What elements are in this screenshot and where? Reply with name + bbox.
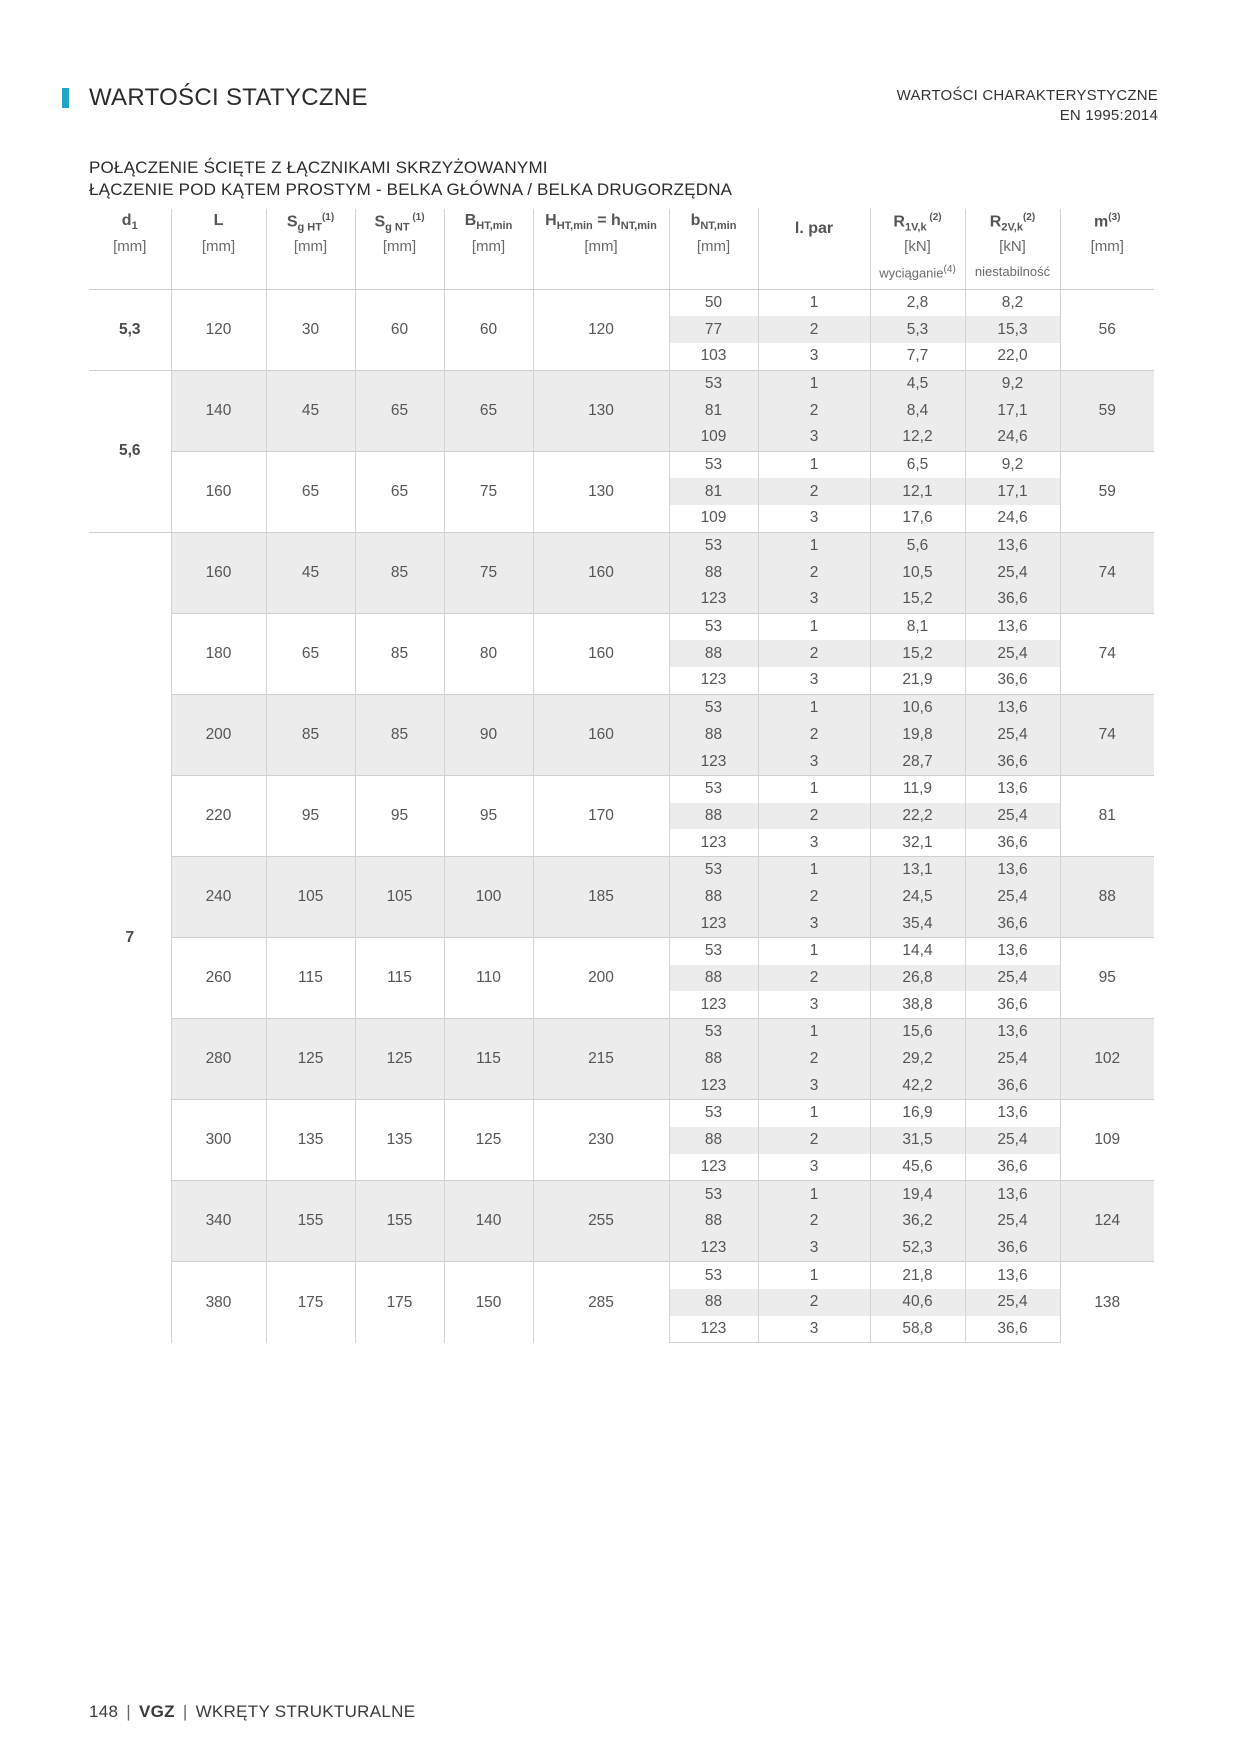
- length-cell: 200: [171, 694, 266, 775]
- b-nt-min-cell: 53: [669, 370, 758, 397]
- r1vk-cell: 4,5: [870, 370, 965, 397]
- static-values-table: [89, 209, 1154, 1343]
- pairs-cell: 2: [758, 884, 870, 911]
- b-nt-min-cell: 50: [669, 289, 758, 316]
- b-nt-min-cell: 123: [669, 1154, 758, 1181]
- pairs-cell: 2: [758, 1208, 870, 1235]
- pairs-cell: 1: [758, 370, 870, 397]
- r2vk-cell: 25,4: [965, 884, 1060, 911]
- pairs-cell: 3: [758, 1235, 870, 1262]
- pairs-cell: 3: [758, 1316, 870, 1343]
- r1vk-cell: 21,9: [870, 667, 965, 694]
- b-ht-min-cell: 60: [444, 289, 533, 370]
- length-cell: 180: [171, 613, 266, 694]
- col-header-r2vk: $R_{2V,k}^{(2)}$ [kN] niestabilność: [965, 209, 1060, 289]
- r2vk-cell: 25,4: [965, 640, 1060, 667]
- r2vk-cell: 36,6: [965, 667, 1060, 694]
- sg-nt-cell: 85: [355, 613, 444, 694]
- r1vk-cell: 2,8: [870, 289, 965, 316]
- h-min-cell: 130: [533, 370, 669, 451]
- b-nt-min-cell: 53: [669, 1181, 758, 1208]
- b-nt-min-cell: 123: [669, 1235, 758, 1262]
- col-header-sg-ht: $S_{g HT}^{(1)}$ [mm]: [266, 209, 355, 289]
- r1vk-cell: 8,4: [870, 397, 965, 424]
- r2vk-cell: 36,6: [965, 1154, 1060, 1181]
- b-nt-min-cell: 123: [669, 748, 758, 775]
- r2vk-cell: 25,4: [965, 965, 1060, 992]
- b-nt-min-cell: 88: [669, 884, 758, 911]
- r2vk-cell: 9,2: [965, 451, 1060, 478]
- b-ht-min-cell: 75: [444, 532, 533, 613]
- sg-ht-cell: 135: [266, 1100, 355, 1181]
- sg-nt-cell: 135: [355, 1100, 444, 1181]
- m-cell: 74: [1060, 532, 1154, 613]
- h-min-cell: 170: [533, 775, 669, 856]
- m-cell: 124: [1060, 1181, 1154, 1262]
- b-nt-min-cell: 88: [669, 640, 758, 667]
- section-title: WARTOŚCI STATYCZNE: [89, 84, 368, 111]
- m-cell: 88: [1060, 856, 1154, 937]
- r1vk-cell: 6,5: [870, 451, 965, 478]
- h-min-cell: 285: [533, 1262, 669, 1343]
- sg-ht-cell: 65: [266, 451, 355, 532]
- b-nt-min-cell: 53: [669, 532, 758, 559]
- r2vk-cell: 13,6: [965, 856, 1060, 883]
- sg-ht-cell: 155: [266, 1181, 355, 1262]
- r2vk-cell: 8,2: [965, 289, 1060, 316]
- m-cell: 59: [1060, 370, 1154, 451]
- b-nt-min-cell: 88: [669, 965, 758, 992]
- b-ht-min-cell: 65: [444, 370, 533, 451]
- r1vk-cell: 16,9: [870, 1100, 965, 1127]
- b-nt-min-cell: 123: [669, 991, 758, 1018]
- d1-cell: 5,3: [89, 289, 171, 370]
- col-header-pairs: l. par: [758, 209, 870, 289]
- sg-ht-cell: 115: [266, 938, 355, 1019]
- pairs-cell: 1: [758, 532, 870, 559]
- b-ht-min-cell: 90: [444, 694, 533, 775]
- b-nt-min-cell: 81: [669, 478, 758, 505]
- length-cell: 220: [171, 775, 266, 856]
- h-min-cell: 160: [533, 532, 669, 613]
- r2vk-cell: 25,4: [965, 722, 1060, 749]
- col-header-length: L [mm]: [171, 209, 266, 289]
- pairs-cell: 1: [758, 451, 870, 478]
- sg-nt-cell: 85: [355, 694, 444, 775]
- section-accent-bar: [62, 88, 69, 108]
- table-row: [89, 1019, 1154, 1046]
- col-header-b-nt-min: $b_{NT,min}$ [mm]: [669, 209, 758, 289]
- pairs-cell: 2: [758, 478, 870, 505]
- b-ht-min-cell: 125: [444, 1100, 533, 1181]
- sg-ht-cell: 125: [266, 1019, 355, 1100]
- r2vk-cell: 36,6: [965, 1235, 1060, 1262]
- sg-nt-cell: 155: [355, 1181, 444, 1262]
- pairs-cell: 3: [758, 910, 870, 937]
- r2vk-cell: 13,6: [965, 613, 1060, 640]
- subtitle-line-1: POŁĄCZENIE ŚCIĘTE Z ŁĄCZNIKAMI SKRZYŻOWANYMI: [89, 158, 548, 177]
- h-min-cell: 200: [533, 938, 669, 1019]
- r2vk-cell: 13,6: [965, 1262, 1060, 1289]
- length-cell: 160: [171, 451, 266, 532]
- b-nt-min-cell: 77: [669, 316, 758, 343]
- pairs-cell: 3: [758, 1072, 870, 1099]
- b-nt-min-cell: 88: [669, 1046, 758, 1073]
- r2vk-cell: 13,6: [965, 1181, 1060, 1208]
- product-name: VGZ: [138, 1702, 175, 1721]
- pairs-cell: 2: [758, 316, 870, 343]
- h-min-cell: 120: [533, 289, 669, 370]
- table-body: [89, 289, 1154, 1343]
- pairs-cell: 1: [758, 694, 870, 721]
- sg-nt-cell: 95: [355, 775, 444, 856]
- sg-nt-cell: 125: [355, 1019, 444, 1100]
- r1vk-cell: 58,8: [870, 1316, 965, 1343]
- pairs-cell: 3: [758, 748, 870, 775]
- sg-nt-cell: 175: [355, 1262, 444, 1343]
- length-cell: 160: [171, 532, 266, 613]
- r2vk-cell: 17,1: [965, 478, 1060, 505]
- b-nt-min-cell: 123: [669, 829, 758, 856]
- b-nt-min-cell: 53: [669, 1019, 758, 1046]
- r1vk-cell: 10,5: [870, 559, 965, 586]
- r1vk-cell: 40,6: [870, 1289, 965, 1316]
- b-ht-min-cell: 95: [444, 775, 533, 856]
- pairs-cell: 1: [758, 775, 870, 802]
- table-row: [89, 532, 1154, 559]
- subtitle-line-2: ŁĄCZENIE POD KĄTEM PROSTYM - BELKA GŁÓWNA / BELKA DRUGORZĘDNA: [89, 180, 733, 199]
- r1vk-cell: 26,8: [870, 965, 965, 992]
- r1vk-cell: 7,7: [870, 343, 965, 370]
- table-row: [89, 370, 1154, 397]
- section-heading: [62, 84, 368, 112]
- b-nt-min-cell: 109: [669, 505, 758, 532]
- r2vk-cell: 25,4: [965, 803, 1060, 830]
- pairs-cell: 1: [758, 856, 870, 883]
- b-nt-min-cell: 123: [669, 667, 758, 694]
- r2vk-cell: 25,4: [965, 1289, 1060, 1316]
- b-ht-min-cell: 140: [444, 1181, 533, 1262]
- h-min-cell: 215: [533, 1019, 669, 1100]
- r1vk-cell: 11,9: [870, 775, 965, 802]
- pairs-cell: 2: [758, 559, 870, 586]
- footer-separator: |: [126, 1702, 131, 1721]
- footer-separator: |: [182, 1702, 188, 1721]
- r2vk-cell: 13,6: [965, 775, 1060, 802]
- b-nt-min-cell: 88: [669, 803, 758, 830]
- r1vk-cell: 21,8: [870, 1262, 965, 1289]
- m-cell: 59: [1060, 451, 1154, 532]
- b-ht-min-cell: 110: [444, 938, 533, 1019]
- r2vk-cell: 13,6: [965, 1019, 1060, 1046]
- r1vk-cell: 52,3: [870, 1235, 965, 1262]
- length-cell: 260: [171, 938, 266, 1019]
- pairs-cell: 1: [758, 1181, 870, 1208]
- b-nt-min-cell: 53: [669, 1100, 758, 1127]
- r2vk-cell: 13,6: [965, 1100, 1060, 1127]
- r2vk-cell: 36,6: [965, 910, 1060, 937]
- m-cell: 56: [1060, 289, 1154, 370]
- r1vk-cell: 28,7: [870, 748, 965, 775]
- sg-nt-cell: 115: [355, 938, 444, 1019]
- sg-nt-cell: 105: [355, 856, 444, 937]
- r2vk-cell: 36,6: [965, 1316, 1060, 1343]
- length-cell: 300: [171, 1100, 266, 1181]
- r1vk-cell: 13,1: [870, 856, 965, 883]
- table-row: [89, 938, 1154, 965]
- r2vk-cell: 36,6: [965, 586, 1060, 613]
- r1vk-cell: 10,6: [870, 694, 965, 721]
- col-header-b-ht-min: $B_{HT,min}$ [mm]: [444, 209, 533, 289]
- b-nt-min-cell: 88: [669, 722, 758, 749]
- r1vk-cell: 29,2: [870, 1046, 965, 1073]
- h-min-cell: 160: [533, 613, 669, 694]
- length-cell: 380: [171, 1262, 266, 1343]
- b-ht-min-cell: 115: [444, 1019, 533, 1100]
- col-header-r1vk: $R_{1V,k}$ $^{(2)}$ [kN] wyciąganie$^{(4)}$: [870, 209, 965, 289]
- r2vk-cell: 15,3: [965, 316, 1060, 343]
- table-row: [89, 775, 1154, 802]
- sg-nt-cell: 60: [355, 289, 444, 370]
- pairs-cell: 1: [758, 613, 870, 640]
- pairs-cell: 3: [758, 991, 870, 1018]
- r1vk-cell: 14,4: [870, 938, 965, 965]
- length-cell: 240: [171, 856, 266, 937]
- b-nt-min-cell: 53: [669, 775, 758, 802]
- length-cell: 140: [171, 370, 266, 451]
- b-nt-min-cell: 103: [669, 343, 758, 370]
- b-nt-min-cell: 53: [669, 451, 758, 478]
- r1vk-cell: 24,5: [870, 884, 965, 911]
- m-cell: 138: [1060, 1262, 1154, 1343]
- pairs-cell: 1: [758, 1019, 870, 1046]
- r1vk-cell: 17,6: [870, 505, 965, 532]
- r2vk-cell: 36,6: [965, 1072, 1060, 1099]
- length-cell: 120: [171, 289, 266, 370]
- length-cell: 280: [171, 1019, 266, 1100]
- r1vk-cell: 5,3: [870, 316, 965, 343]
- r2vk-cell: 25,4: [965, 1046, 1060, 1073]
- pairs-cell: 2: [758, 1127, 870, 1154]
- table-row: [89, 289, 1154, 316]
- r1vk-cell: 36,2: [870, 1208, 965, 1235]
- pairs-cell: 1: [758, 289, 870, 316]
- b-nt-min-cell: 88: [669, 559, 758, 586]
- col-header-sg-nt: $S_{g NT}$ $^{(1)}$ [mm]: [355, 209, 444, 289]
- sg-ht-cell: 45: [266, 532, 355, 613]
- standard-reference: EN 1995:2014: [1059, 107, 1158, 124]
- pairs-cell: 3: [758, 829, 870, 856]
- b-nt-min-cell: 53: [669, 1262, 758, 1289]
- pairs-cell: 3: [758, 505, 870, 532]
- h-min-cell: 255: [533, 1181, 669, 1262]
- sg-nt-cell: 65: [355, 370, 444, 451]
- sg-nt-cell: 85: [355, 532, 444, 613]
- page-footer: [89, 1702, 415, 1722]
- char-values-label: WARTOŚCI CHARAKTERYSTYCZNE: [896, 87, 1158, 104]
- sg-ht-cell: 45: [266, 370, 355, 451]
- b-nt-min-cell: 53: [669, 856, 758, 883]
- footer-section: WKRĘTY STRUKTURALNE: [195, 1702, 416, 1721]
- pairs-cell: 2: [758, 397, 870, 424]
- table-row: [89, 613, 1154, 640]
- b-nt-min-cell: 81: [669, 397, 758, 424]
- b-ht-min-cell: 75: [444, 451, 533, 532]
- b-nt-min-cell: 53: [669, 694, 758, 721]
- r1vk-cell: 22,2: [870, 803, 965, 830]
- h-min-cell: 185: [533, 856, 669, 937]
- b-nt-min-cell: 53: [669, 613, 758, 640]
- b-nt-min-cell: 88: [669, 1127, 758, 1154]
- pairs-cell: 1: [758, 1100, 870, 1127]
- r2vk-cell: 13,6: [965, 694, 1060, 721]
- table-header-row: [89, 209, 1154, 289]
- sg-ht-cell: 85: [266, 694, 355, 775]
- r2vk-cell: 24,6: [965, 505, 1060, 532]
- table-row: [89, 451, 1154, 478]
- m-cell: 95: [1060, 938, 1154, 1019]
- col-header-m: $m^{(3)}$ [mm]: [1060, 209, 1154, 289]
- d1-cell: 7: [89, 532, 171, 1343]
- r2vk-cell: 36,6: [965, 748, 1060, 775]
- h-min-cell: 160: [533, 694, 669, 775]
- sg-ht-cell: 30: [266, 289, 355, 370]
- sg-ht-cell: 105: [266, 856, 355, 937]
- r2vk-cell: 24,6: [965, 424, 1060, 451]
- col-header-h-min: $H_{HT,min} = h_{NT,min}$ [mm]: [533, 209, 669, 289]
- sg-nt-cell: 65: [355, 451, 444, 532]
- pairs-cell: 2: [758, 1289, 870, 1316]
- r1vk-cell: 12,2: [870, 424, 965, 451]
- r1vk-cell: 8,1: [870, 613, 965, 640]
- pairs-cell: 2: [758, 722, 870, 749]
- r1vk-cell: 12,1: [870, 478, 965, 505]
- b-nt-min-cell: 123: [669, 1072, 758, 1099]
- table-row: [89, 1262, 1154, 1289]
- b-nt-min-cell: 88: [669, 1208, 758, 1235]
- h-min-cell: 130: [533, 451, 669, 532]
- table-row: [89, 856, 1154, 883]
- r1vk-cell: 19,8: [870, 722, 965, 749]
- pairs-cell: 3: [758, 586, 870, 613]
- col-header-d1: $d_1$ [mm]: [89, 209, 171, 289]
- pairs-cell: 1: [758, 1262, 870, 1289]
- r2vk-cell: 25,4: [965, 1127, 1060, 1154]
- m-cell: 109: [1060, 1100, 1154, 1181]
- m-cell: 74: [1060, 694, 1154, 775]
- table-subtitle: [89, 157, 732, 201]
- sg-ht-cell: 65: [266, 613, 355, 694]
- m-cell: 74: [1060, 613, 1154, 694]
- length-cell: 340: [171, 1181, 266, 1262]
- pairs-cell: 3: [758, 424, 870, 451]
- r2vk-cell: 36,6: [965, 991, 1060, 1018]
- r1vk-cell: 35,4: [870, 910, 965, 937]
- page-number: 148: [89, 1702, 119, 1721]
- r2vk-cell: 22,0: [965, 343, 1060, 370]
- r1vk-cell: 42,2: [870, 1072, 965, 1099]
- pairs-cell: 2: [758, 965, 870, 992]
- b-nt-min-cell: 123: [669, 910, 758, 937]
- b-nt-min-cell: 109: [669, 424, 758, 451]
- pairs-cell: 2: [758, 640, 870, 667]
- r1vk-cell: 15,2: [870, 586, 965, 613]
- d1-cell: 5,6: [89, 370, 171, 532]
- h-min-cell: 230: [533, 1100, 669, 1181]
- table-row: [89, 1100, 1154, 1127]
- pairs-cell: 2: [758, 1046, 870, 1073]
- r2vk-cell: 13,6: [965, 938, 1060, 965]
- pairs-cell: 2: [758, 803, 870, 830]
- r1vk-cell: 15,6: [870, 1019, 965, 1046]
- characteristic-values-note: [897, 86, 1158, 126]
- b-ht-min-cell: 100: [444, 856, 533, 937]
- r2vk-cell: 17,1: [965, 397, 1060, 424]
- b-nt-min-cell: 53: [669, 938, 758, 965]
- r2vk-cell: 36,6: [965, 829, 1060, 856]
- b-ht-min-cell: 150: [444, 1262, 533, 1343]
- r1vk-cell: 5,6: [870, 532, 965, 559]
- r2vk-cell: 13,6: [965, 532, 1060, 559]
- b-nt-min-cell: 123: [669, 1316, 758, 1343]
- pairs-cell: 3: [758, 1154, 870, 1181]
- pairs-cell: 1: [758, 938, 870, 965]
- r1vk-cell: 38,8: [870, 991, 965, 1018]
- r1vk-cell: 15,2: [870, 640, 965, 667]
- sg-ht-cell: 95: [266, 775, 355, 856]
- r1vk-cell: 19,4: [870, 1181, 965, 1208]
- m-cell: 102: [1060, 1019, 1154, 1100]
- b-ht-min-cell: 80: [444, 613, 533, 694]
- pairs-cell: 3: [758, 667, 870, 694]
- r2vk-cell: 25,4: [965, 559, 1060, 586]
- b-nt-min-cell: 88: [669, 1289, 758, 1316]
- table-row: [89, 1181, 1154, 1208]
- r1vk-cell: 31,5: [870, 1127, 965, 1154]
- r2vk-cell: 25,4: [965, 1208, 1060, 1235]
- r1vk-cell: 32,1: [870, 829, 965, 856]
- table-row: [89, 694, 1154, 721]
- r2vk-cell: 9,2: [965, 370, 1060, 397]
- r1vk-cell: 45,6: [870, 1154, 965, 1181]
- b-nt-min-cell: 123: [669, 586, 758, 613]
- m-cell: 81: [1060, 775, 1154, 856]
- pairs-cell: 3: [758, 343, 870, 370]
- sg-ht-cell: 175: [266, 1262, 355, 1343]
